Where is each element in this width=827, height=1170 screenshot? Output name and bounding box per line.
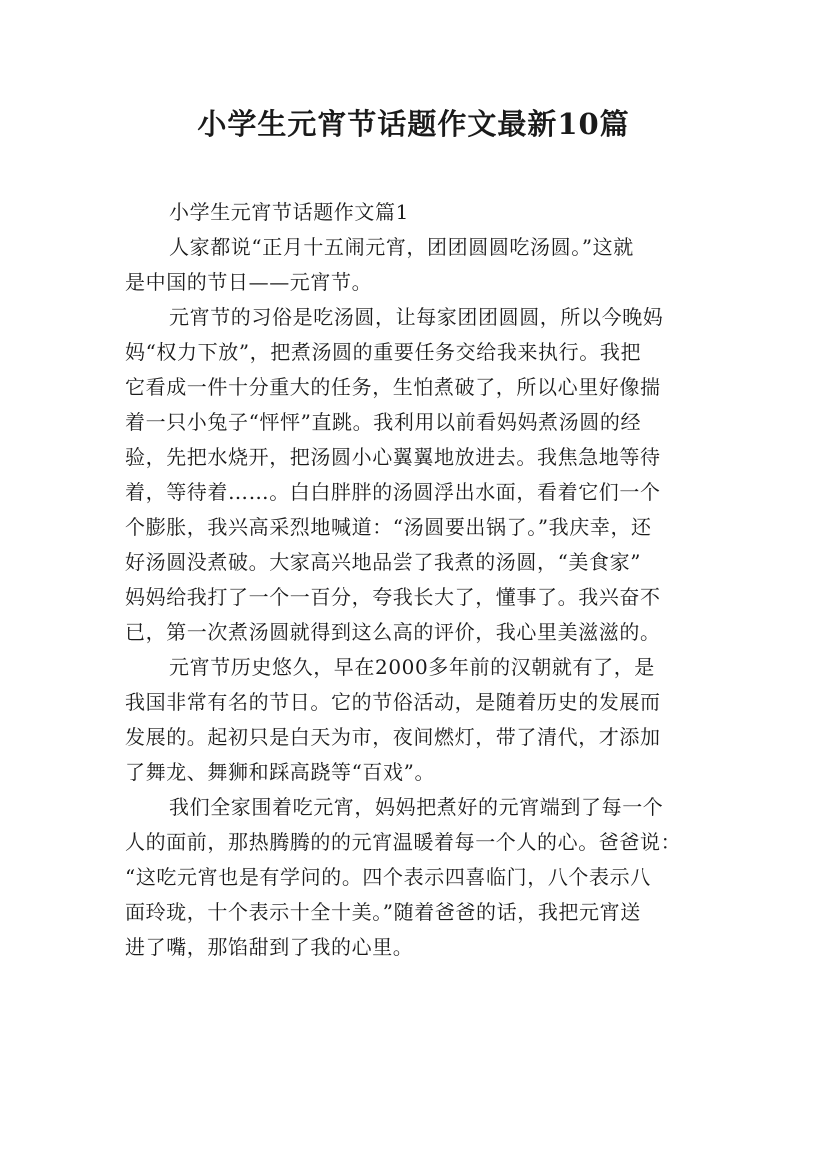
text-line: 是中国的节日——元宵节。 — [125, 270, 373, 294]
text-line: 人家都说“正月十五闹元宵，团团圆圆吃汤圆。”这就 — [169, 235, 634, 259]
text-line: 验，先把水烧开，把汤圆小心翼翼地放进去。我焦急地等待 — [125, 445, 661, 469]
text-line: 已，第一次煮汤圆就得到这么高的评价，我心里美滋滋的。 — [125, 620, 661, 644]
text-line: 人的面前，那热腾腾的的元宵温暖着每一个人的心。爸爸说： — [125, 830, 682, 854]
text-line: “这吃元宵也是有学问的。四个表示四喜临门，八个表示八 — [125, 865, 651, 889]
text-line: 妈妈给我打了一个一百分，夸我长大了，懂事了。我兴奋不 — [125, 585, 661, 609]
document-body — [125, 195, 715, 965]
text-line: 发展的。起初只是白天为市，夜间燃灯，带了清代，才添加 — [125, 725, 661, 749]
text-line: 好汤圆没煮破。大家高兴地品尝了我煮的汤圆，“美食家” — [125, 550, 642, 574]
text-line: 着一只小兔子“怦怦”直跳。我利用以前看妈妈煮汤圆的经 — [125, 410, 642, 434]
text-line: 妈“权力下放”，把煮汤圆的重要任务交给我来执行。我把 — [125, 340, 642, 364]
text-line: 我们全家围着吃元宵，妈妈把煮好的元宵端到了每一个 — [169, 795, 664, 819]
text-line: 个膨胀，我兴高采烈地喊道：“汤圆要出锅了。”我庆幸，还 — [125, 515, 652, 539]
text-line: 着，等待着……。白白胖胖的汤圆浮出水面，看着它们一个 — [125, 480, 661, 504]
text-line: 元宵节历史悠久，早在2000多年前的汉朝就有了，是 — [169, 655, 655, 679]
text-line: 元宵节的习俗是吃汤圆，让每家团团圆圆，所以今晚妈 — [169, 305, 664, 329]
text-line: 了舞龙、舞狮和踩高跷等“百戏”。 — [125, 760, 436, 784]
text-line: 我国非常有名的节日。它的节俗活动，是随着历史的发展而 — [125, 690, 661, 714]
text-line: 进了嘴，那馅甜到了我的心里。 — [125, 935, 414, 959]
text-line: 它看成一件十分重大的任务，生怕煮破了，所以心里好像揣 — [125, 375, 661, 399]
text-line: 面玲珑，十个表示十全十美。”随着爸爸的话，我把元宵送 — [125, 900, 641, 924]
document-title: 小学生元宵节话题作文最新10篇 — [197, 107, 630, 141]
section-heading: 小学生元宵节话题作文篇1 — [169, 200, 409, 224]
